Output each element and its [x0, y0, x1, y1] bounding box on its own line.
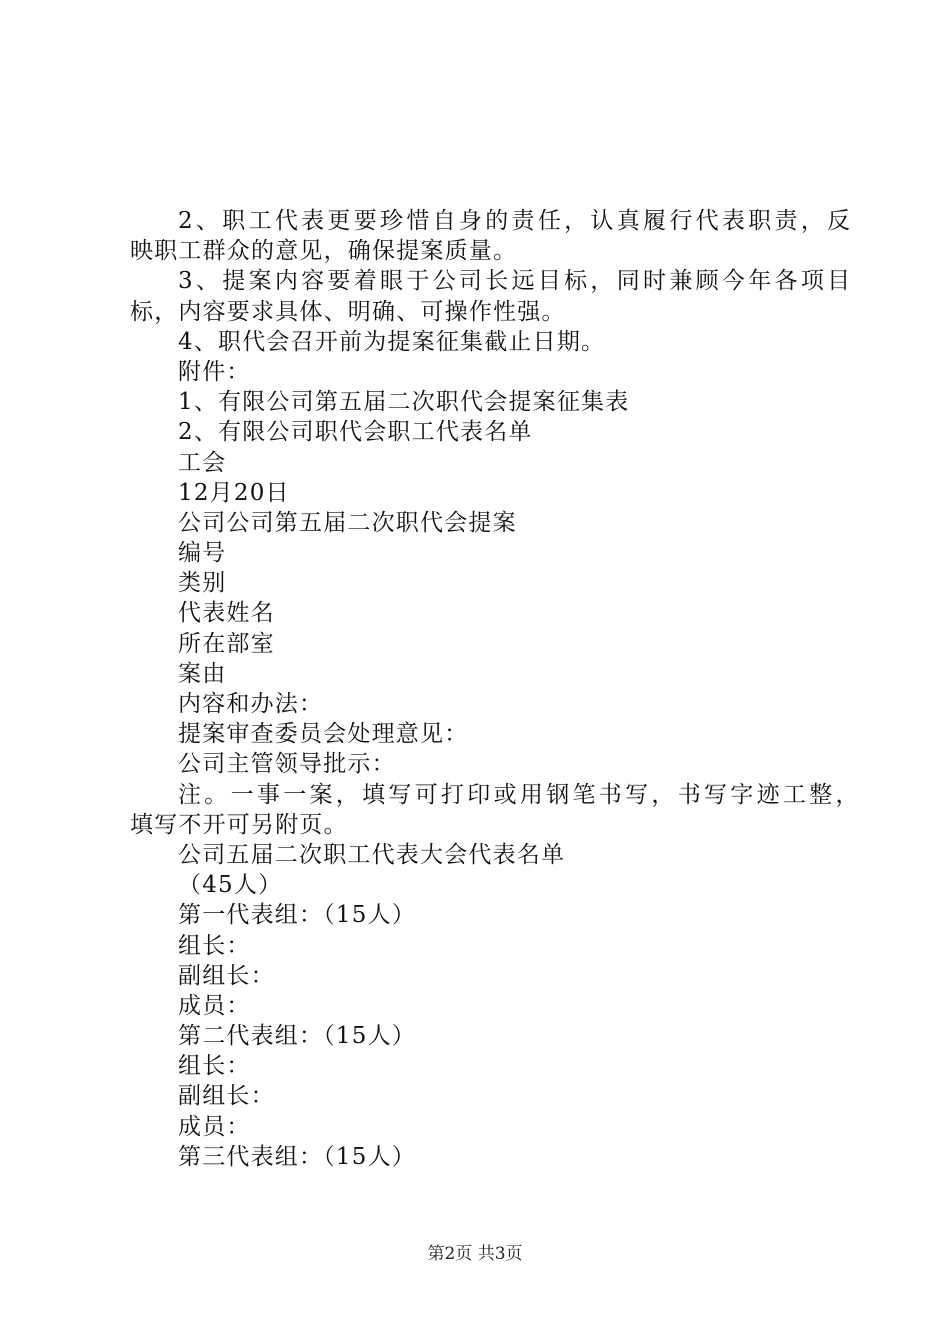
group-role: 副组长： [178, 1083, 275, 1110]
signature-org: 工会 [178, 449, 227, 476]
form-field-label: 代表姓名 [178, 600, 275, 627]
form-field-label: 公司主管领导批示： [178, 751, 396, 778]
form-field-label: 编号 [178, 540, 227, 567]
signature-date: 12月20日 [178, 479, 290, 506]
paragraph-line: 2、职工代表更要珍惜自身的责任，认真履行代表职责，反 [178, 208, 854, 234]
paragraph-line: 映职工群众的意见，确保提案质量。 [130, 238, 518, 265]
group-role: 组长： [178, 932, 251, 959]
document-body [130, 206, 862, 1172]
form-note: 注。一事一案，填写可打印或用钢笔书写，书写字迹工整， [178, 781, 862, 808]
paragraph-line: 3、提案内容要着眼于公司长远目标，同时兼顾今年各项目 [178, 268, 854, 295]
group-heading: 第二代表组：（15人） [178, 1023, 416, 1050]
form-field-label: 提案审查委员会处理意见： [178, 721, 469, 748]
form-field-label: 案由 [178, 660, 227, 687]
roster-title: 公司五届二次职工代表大会代表名单 [178, 841, 566, 868]
group-role: 副组长： [178, 962, 275, 989]
group-heading: 第三代表组：（15人） [178, 1143, 416, 1170]
form-field-label: 内容和办法： [178, 691, 324, 717]
form-title: 公司公司第五届二次职代会提案 [178, 509, 517, 536]
attachment-item: 2、有限公司职代会职工代表名单 [178, 419, 533, 446]
attachments-heading: 附件： [178, 358, 251, 385]
form-note: 填写不开可另附页。 [130, 811, 348, 838]
group-role: 组长： [178, 1053, 251, 1080]
page-footer: 第2页 共3页 [427, 1244, 523, 1264]
paragraph-line: 4、职代会召开前为提案征集截止日期。 [178, 328, 606, 355]
form-field-label: 所在部室 [178, 630, 275, 657]
form-field-label: 类别 [178, 570, 227, 597]
group-role: 成员： [178, 1113, 251, 1140]
group-role: 成员： [178, 992, 251, 1019]
paragraph-line: 标，内容要求具体、明确、可操作性强。 [130, 298, 566, 325]
roster-count: （45人） [178, 872, 283, 899]
group-heading: 第一代表组：（15人） [178, 902, 416, 929]
attachment-item: 1、有限公司第五届二次职代会提案征集表 [178, 389, 630, 416]
